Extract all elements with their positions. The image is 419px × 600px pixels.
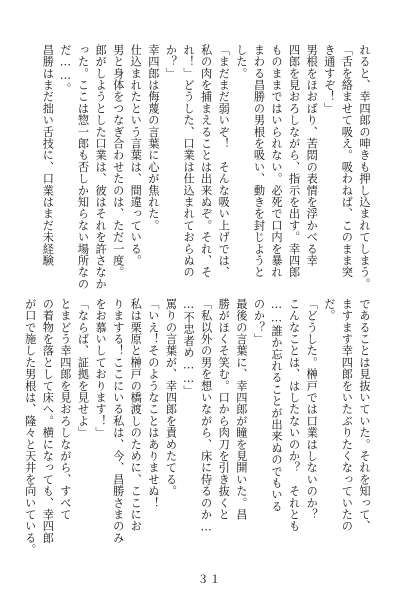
text-column: れ！」どうした、口業は仕込まれておらぬの	[182, 44, 196, 278]
text-column: 私の肉を捕まえることは出来ぬぞ。それ、そ	[199, 44, 213, 278]
text-column: 男と身体をつなぎ合わせたのは、ただ一度。	[111, 44, 125, 278]
text-column: ますます幸四郎をいたぶりたくなっていたの	[340, 298, 354, 532]
text-column: こんなことは、はしたないのか？ それとも	[287, 298, 301, 532]
text-column: 「まだまだ弱いぞ！ そんな吸い上げでは、	[217, 44, 231, 278]
text-column: 「どうした。榊戸では口業はしないのか？	[305, 298, 319, 521]
lower-text-block	[21, 298, 373, 556]
text-column: ものままではいられない。必死で口内を暴れ	[270, 44, 284, 278]
text-column: 「いえ！そのようなことはありませぬ！	[146, 298, 160, 509]
text-column: 昌勝はまだ拙い舌技に、口業はまだ未経験	[41, 44, 55, 267]
text-column: れると、幸四郎の呻きも押し込まれてしまう。	[358, 44, 371, 290]
text-column: 私は栗原と榊戸の橋渡しのために、ここにお	[129, 298, 143, 532]
text-column: とまどう幸四郎を見おろしながら、すべて	[58, 298, 72, 521]
text-column: 四郎を見おろしながら、指示を出す。幸四郎	[287, 44, 301, 278]
text-column: 勝がほくそ笑む。口から肉刀を引き抜くと	[217, 298, 231, 521]
upper-text-block	[39, 44, 373, 290]
text-column: りまする！ここにいる私は、今、昌勝さまのみ	[111, 298, 125, 544]
text-column: した。	[234, 44, 248, 80]
text-column: まわる昌勝の男根を吸い、動きを封じようと	[252, 44, 266, 278]
page-number: ３１	[197, 573, 222, 586]
text-column: をお慕いしております！」	[94, 298, 108, 439]
text-column: だ……。	[58, 44, 72, 95]
text-column: 「私以外の男を想いながら、床に侍るのか…	[199, 298, 213, 534]
text-column: ……誰か忘れることが出来ぬのでもいる	[270, 298, 284, 513]
text-column: 幸四郎は侮蔑の言葉に心が焦れた。	[146, 44, 160, 232]
text-column: った。ここは惣一郎も否しか知らない場所なの	[76, 44, 90, 290]
text-column: だ。	[322, 298, 336, 322]
text-column: 「舌を絡ませて吸え。吸わねば、このまま突	[340, 44, 354, 278]
text-column: 罵りの言葉が、幸四郎を責めたてる。	[164, 298, 178, 497]
text-column: 男根をほおばり、苦悶の表情を浮かべる幸	[305, 44, 319, 267]
text-column: が口で施した男根は、隆々と天井を向いている。	[23, 298, 37, 556]
text-column: の着物を落として床へ。横になっても、幸四郎	[41, 298, 55, 544]
text-column: 仕込まれたという言葉は、間違っている。	[129, 44, 143, 267]
text-column: のか？」	[252, 298, 266, 345]
text-column: …不忠者め……」	[182, 298, 196, 397]
text-column: 郎がしようとした口業は、彼はそれを許さなか	[94, 44, 108, 290]
text-column: であることは見抜いていた。それを知って、	[358, 298, 371, 532]
text-column: 「ならば、証拠を見せよ」	[76, 298, 90, 439]
text-column: き通すぞ！」	[322, 44, 336, 115]
text-column: 最後の言葉に、幸四郎が瞳を見開いた。昌	[234, 298, 248, 521]
text-column: か？」	[164, 44, 178, 80]
